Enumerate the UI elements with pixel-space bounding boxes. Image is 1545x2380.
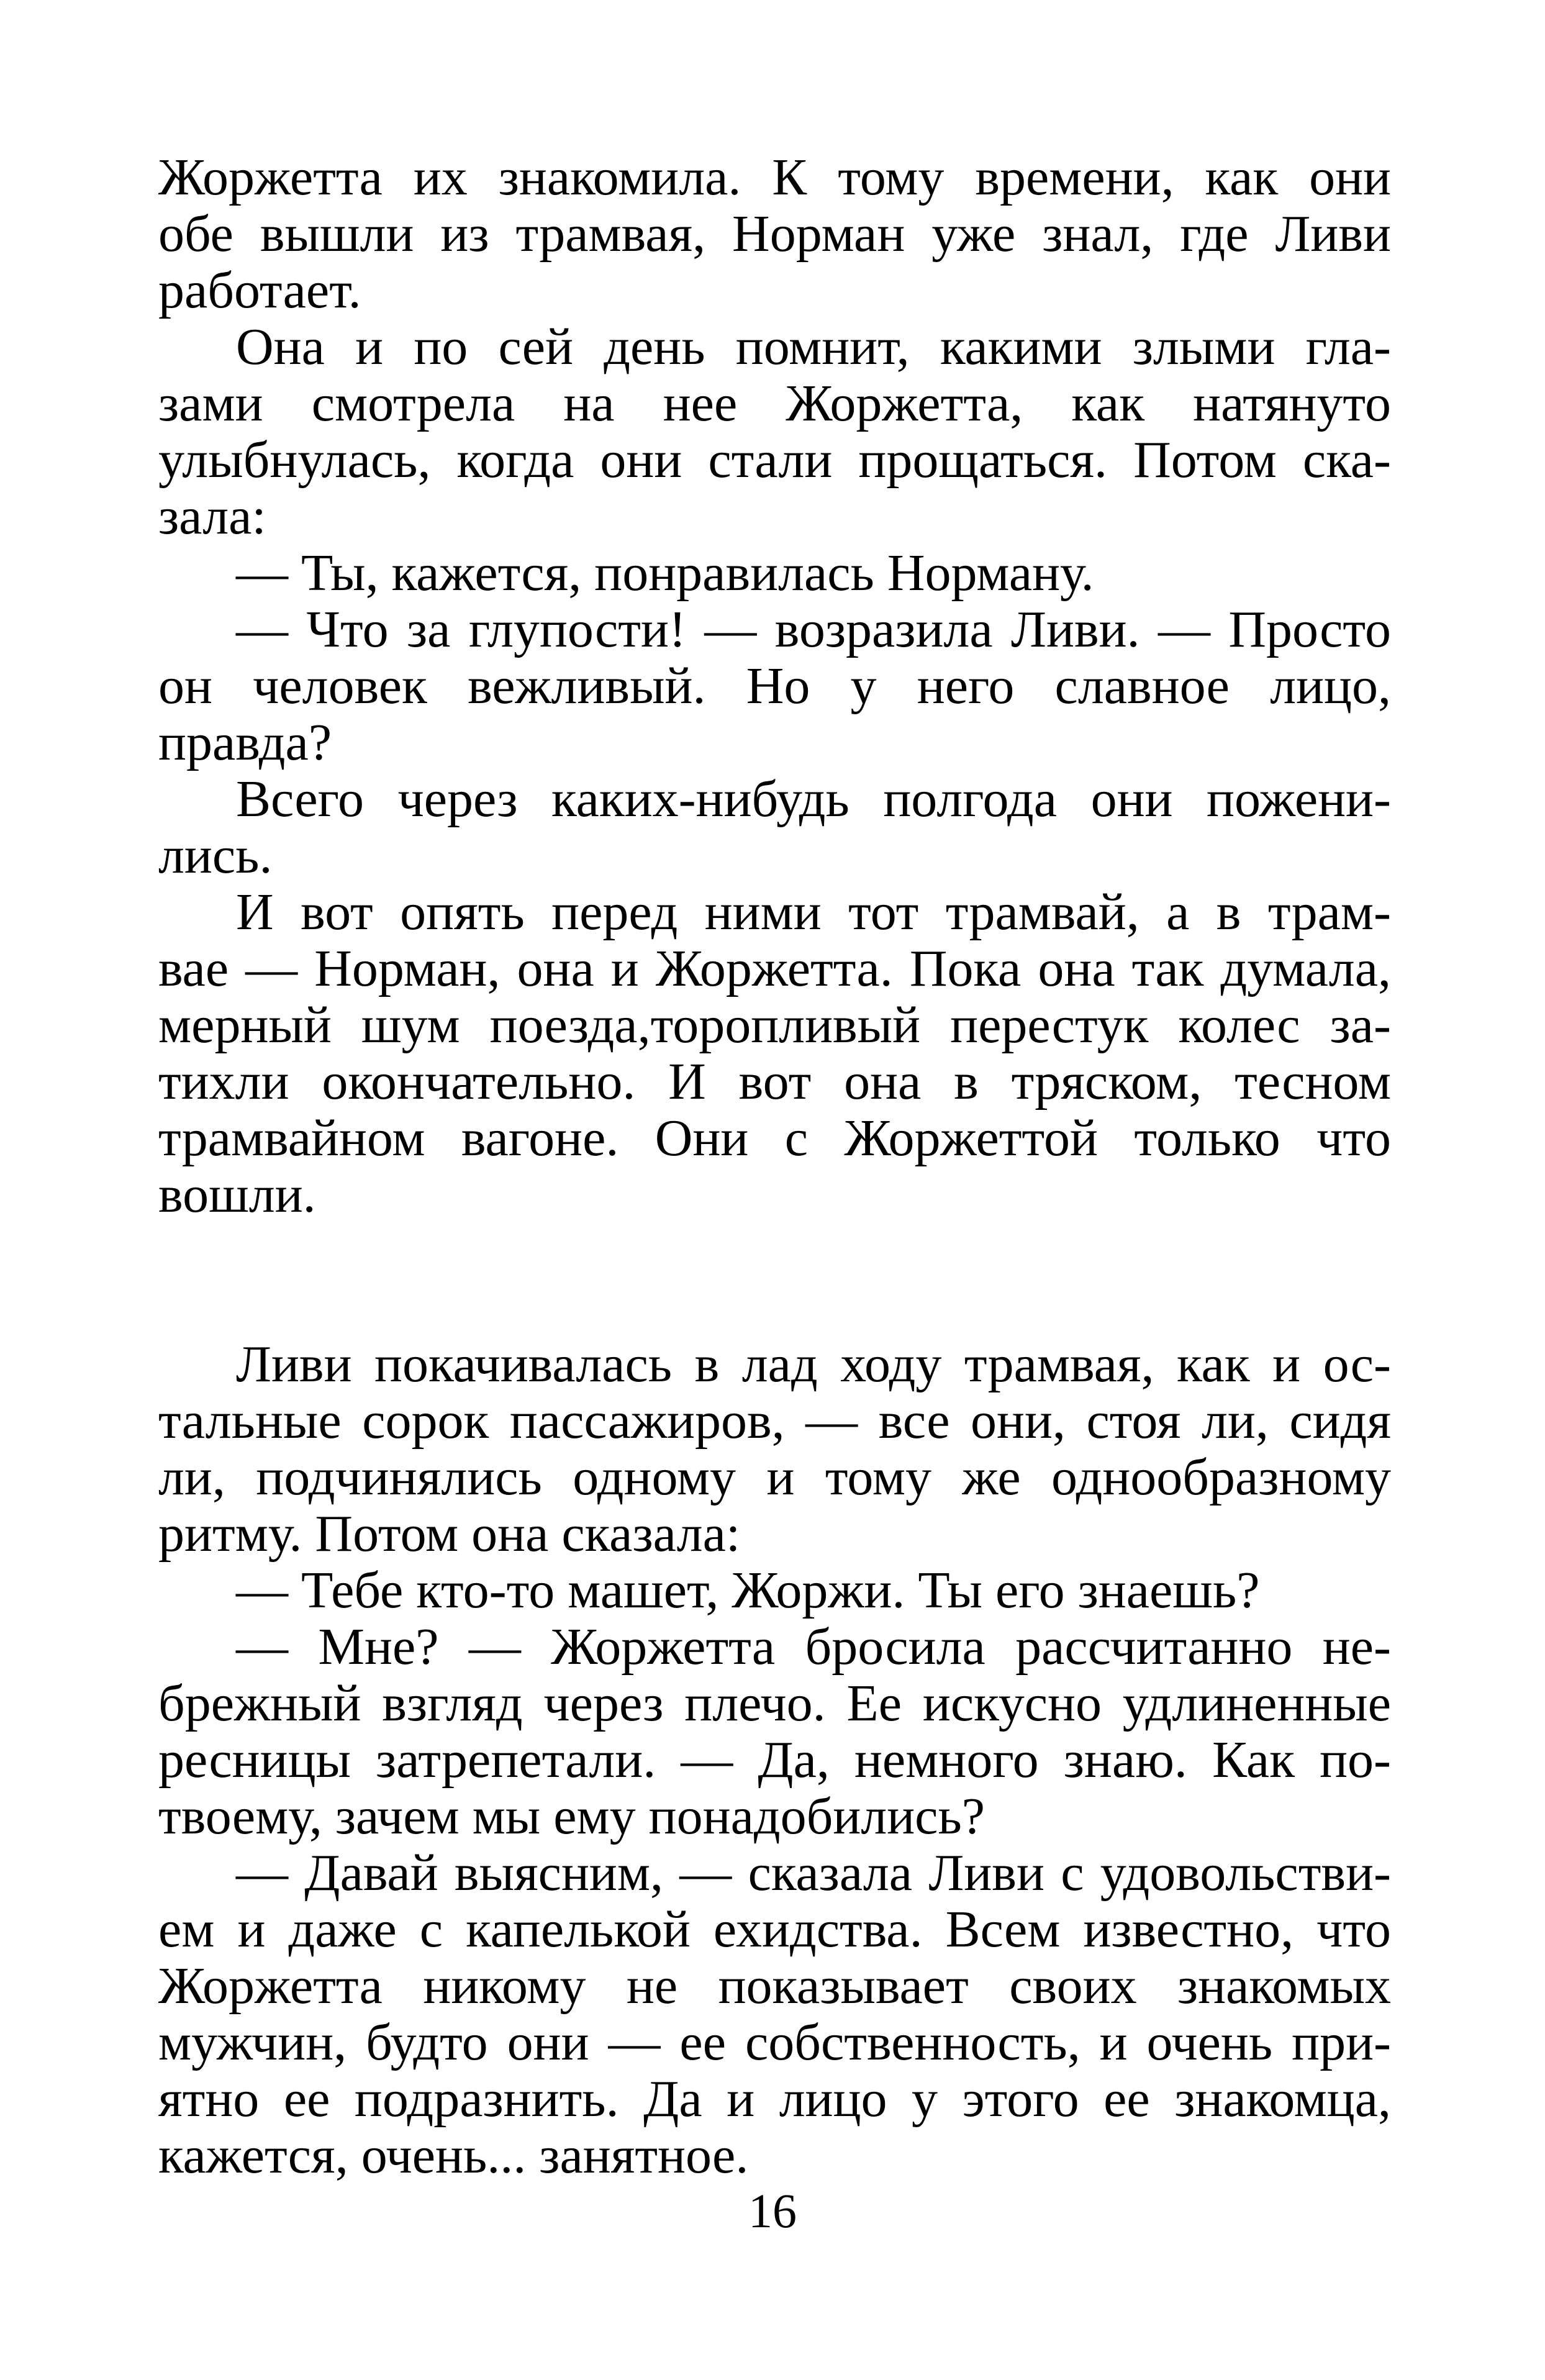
text-line: твоему, зачем мы ему понадобились? [158, 1787, 985, 1845]
text-block-2 [158, 1336, 1391, 2184]
text-line: работает. [158, 261, 361, 319]
text-line: — Тебе кто-то машет, Жоржи. Ты его знаешь? [236, 1561, 1260, 1619]
text-line: мерный шум поезда,торопливый перестук колес за- [158, 996, 1391, 1054]
text-line: кажется, очень... занятное. [158, 2127, 749, 2184]
text-line: брежный взгляд через плечо. Ее искусно удлиненные [158, 1674, 1391, 1732]
text-line: тальные сорок пассажиров, — все они, стоя ли, сидя [158, 1392, 1391, 1450]
text-block-1 [158, 149, 1391, 1223]
text-line: ли, подчинялись одному и тому же однообразному [158, 1448, 1391, 1506]
section-break [158, 1223, 1391, 1336]
text-line: ритму. Потом она сказала: [158, 1505, 741, 1563]
text-line: улыбнулась, когда они стали прощаться. Потом ска- [158, 431, 1391, 489]
page-body-text [158, 149, 1391, 2184]
text-line: Она и по сей день помнит, какими злыми гла- [236, 318, 1391, 376]
text-line: И вот опять перед ними тот трамвай, а в трам- [236, 883, 1391, 941]
text-line: зами смотрела на нее Жоржетта, как натянуто [158, 375, 1391, 432]
text-line: мужчин, будто они — ее собственность, и очень при- [158, 2014, 1391, 2071]
text-line: — Мне? — Жоржетта бросила рассчитанно не- [236, 1618, 1391, 1676]
text-line: вае — Норман, она и Жоржетта. Пока она так думала, [158, 940, 1391, 997]
text-line: Жоржетта их знакомила. К тому времени, как они [158, 148, 1391, 206]
text-line: обе вышли из трамвая, Норман уже знал, где Ливи [158, 205, 1391, 263]
text-line: — Ты, кажется, понравилась Норману. [236, 544, 1094, 602]
text-line: ятно ее подразнить. Да и лицо у этого ее знакомца, [158, 2070, 1391, 2128]
text-line: трамвайном вагоне. Они с Жоржеттой только что [158, 1109, 1391, 1167]
text-line: зала: [158, 488, 266, 545]
text-line: — Давай выясним, — сказала Ливи с удовольстви- [236, 1844, 1391, 1902]
text-line: лись. [158, 827, 273, 884]
text-line: правда? [158, 714, 332, 771]
text-line: — Что за глупости! — возразила Ливи. — Просто [236, 601, 1391, 658]
text-line: Ливи покачивалась в лад ходу трамвая, как и ос- [236, 1335, 1391, 1393]
page-number: 16 [748, 2184, 797, 2238]
text-line: ресницы затрепетали. — Да, немного знаю. Как по- [158, 1731, 1391, 1789]
text-line: тихли окончательно. И вот она в тряском, тесном [158, 1053, 1391, 1111]
text-line: Жоржетта никому не показывает своих знакомых [158, 1957, 1391, 2015]
text-line: Всего через каких-нибудь полгода они пожени- [236, 770, 1391, 828]
text-line: ем и даже с капелькой ехидства. Всем известно, что [158, 1901, 1391, 1958]
text-line: он человек вежливый. Но у него славное лицо, [158, 657, 1391, 715]
text-line: вошли. [158, 1166, 316, 1224]
